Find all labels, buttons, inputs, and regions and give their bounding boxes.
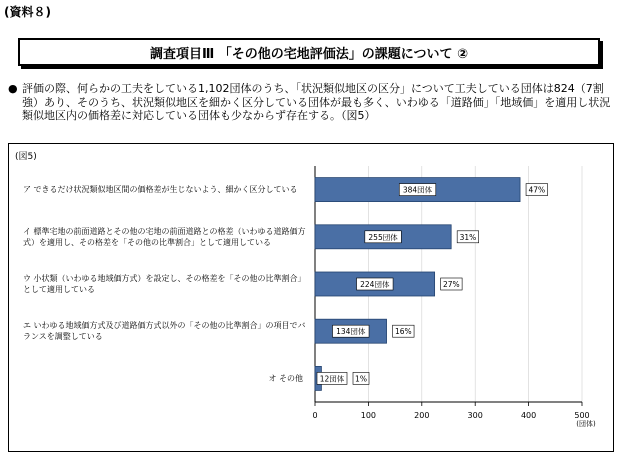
x-tick-label: 400 bbox=[520, 411, 537, 420]
page-title-text: 調査項目Ⅲ 「その他の宅地評価法」の課題について ② bbox=[149, 46, 469, 62]
x-tick-label: 100 bbox=[360, 411, 377, 420]
summary-paragraph bbox=[8, 82, 612, 123]
chart-frame bbox=[8, 143, 614, 452]
percent-label: 16% bbox=[394, 327, 412, 337]
figure-label: (図5) bbox=[15, 152, 37, 162]
percent-label: 47% bbox=[528, 185, 546, 195]
category-label bbox=[23, 362, 309, 394]
category-label-text: ア できるだけ状況類似地区間の価格差が生じないよう、細かく区分している bbox=[23, 185, 298, 195]
value-label: 12団体 bbox=[319, 374, 345, 384]
percent-label: 31% bbox=[459, 232, 477, 242]
document-label: (資料８) bbox=[4, 5, 51, 19]
value-label: 255団体 bbox=[368, 232, 398, 242]
category-label-text: オ その他 bbox=[268, 373, 303, 383]
x-axis-title: (団体) bbox=[576, 420, 596, 428]
value-label: 224団体 bbox=[360, 280, 390, 289]
bullet-icon: ● bbox=[8, 82, 18, 95]
x-tick-label: 0 bbox=[312, 411, 318, 420]
category-label bbox=[23, 221, 309, 253]
category-label bbox=[23, 315, 309, 347]
x-tick-label: 300 bbox=[467, 411, 483, 420]
percent-label: 1% bbox=[355, 374, 367, 384]
value-label: 134団体 bbox=[336, 327, 366, 337]
category-label-text: イ 標準宅地の前面道路とその他の宅地の前面道路との格差（いわゆる道路価方式）を適用し、その格差を「その他の比準割合」として適用している bbox=[23, 226, 306, 247]
x-tick-label: 200 bbox=[414, 411, 430, 420]
page-title bbox=[18, 38, 600, 66]
category-label-text: ウ 小状類（いわゆる地域価方式）を設定し、その格差を「その他の比準割合」として適用している bbox=[23, 274, 306, 294]
category-label-text: エ いわゆる地域価方式及び道路価方式以外の「その他の比準割合」の項目でバランスを調整している bbox=[23, 321, 306, 342]
bar-chart bbox=[9, 144, 612, 450]
category-label bbox=[23, 268, 309, 300]
percent-label: 27% bbox=[443, 280, 460, 289]
value-label: 384団体 bbox=[402, 185, 433, 195]
summary-text: 評価の際、何らかの工夫をしている1,102団体のうち、「状況類似地区の区分」について工夫している団体は824（7割強）あり、そのうち、状況類似地区を細かく区分している団体が最も多く、いわゆる「道路価」「地域価」を適用し状況類似地区内の価格差に対応している団体も少なからず存在する。（図5） bbox=[22, 82, 611, 122]
category-label bbox=[23, 174, 309, 206]
x-tick-label: 500 bbox=[574, 411, 590, 420]
